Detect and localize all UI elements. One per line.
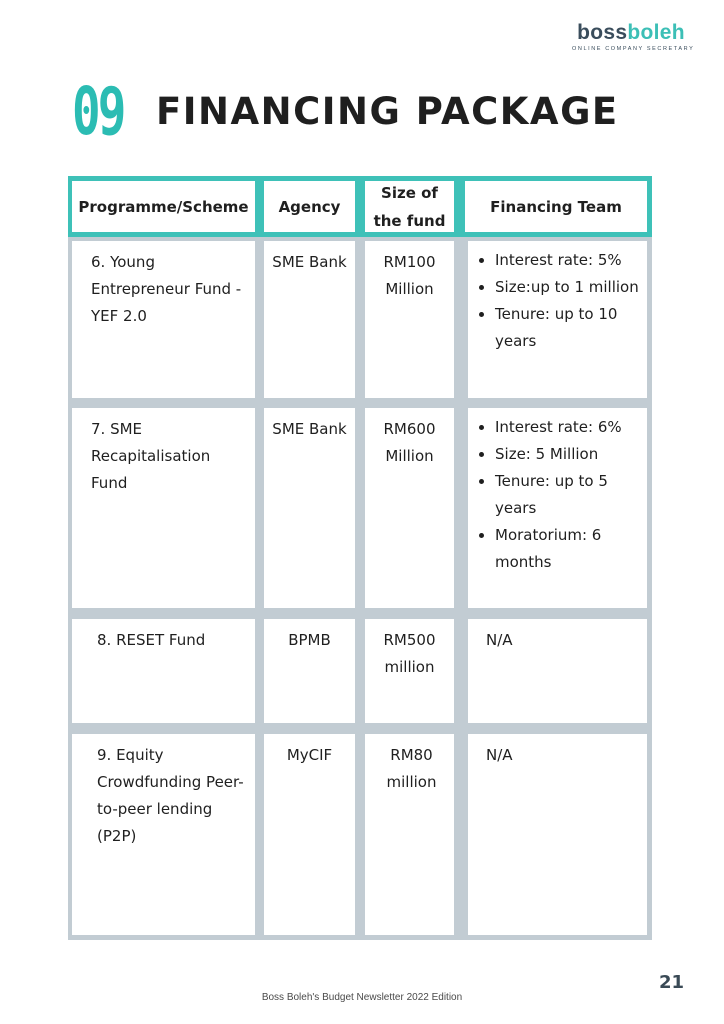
list-item: • Tenure: up to 10 years [495, 301, 641, 355]
section-heading [72, 72, 619, 152]
row-7-financing [468, 408, 647, 608]
row-7-financing-list [478, 414, 641, 576]
section-number: 09 [72, 73, 124, 150]
list-item: • Size:up to 1 million [495, 274, 641, 301]
row-7-agency: SME Bank [264, 408, 355, 608]
list-item: • Size: 5 Million [495, 441, 641, 468]
list-item: • Tenure: up to 5 years [495, 468, 641, 522]
list-item: • Moratorium: 6 months [495, 522, 641, 576]
list-item: • Interest rate: 5% [495, 247, 641, 274]
logo-tagline: ONLINE COMPANY SECRETARY [572, 46, 695, 52]
logo-boleh-text: boleh [627, 21, 685, 44]
header-programme: Programme/Scheme [72, 181, 255, 232]
header-fund-size: Size of the fund [365, 181, 454, 232]
row-6-programme: 6. Young Entrepreneur Fund - YEF 2.0 [72, 241, 255, 398]
financing-table [68, 176, 652, 940]
row-8-fund-size: RM500 million [365, 619, 454, 723]
row-6-agency: SME Bank [264, 241, 355, 398]
row-6-financing [468, 241, 647, 398]
header-agency: Agency [264, 181, 355, 232]
logo-boss-text: boss [577, 21, 628, 44]
row-6-financing-list [478, 247, 641, 355]
row-8-programme: 8. RESET Fund [72, 619, 255, 723]
row-9-agency: MyCIF [264, 734, 355, 935]
row-8-financing: N/A [468, 619, 647, 723]
row-6-fund-size: RM100 Million [365, 241, 454, 398]
list-item: • Interest rate: 6% [495, 414, 641, 441]
row-7-fund-size: RM600 Million [365, 408, 454, 608]
header-financing-team: Financing Team [465, 181, 647, 232]
row-9-financing: N/A [468, 734, 647, 935]
logo-wordmark [572, 22, 690, 44]
section-title: FINANCING PACKAGE [156, 90, 619, 133]
row-8-agency: BPMB [264, 619, 355, 723]
row-9-programme: 9. Equity Crowdfunding Peer-to-peer lending (P2P) [72, 734, 255, 935]
page-number: 21 [658, 972, 684, 993]
row-9-fund-size: RM80 million [365, 734, 454, 935]
row-7-programme: 7. SME Recapitalisation Fund [72, 408, 255, 608]
company-logo [572, 21, 695, 52]
footer-text: Boss Boleh's Budget Newsletter 2022 Edition [261, 992, 463, 1003]
